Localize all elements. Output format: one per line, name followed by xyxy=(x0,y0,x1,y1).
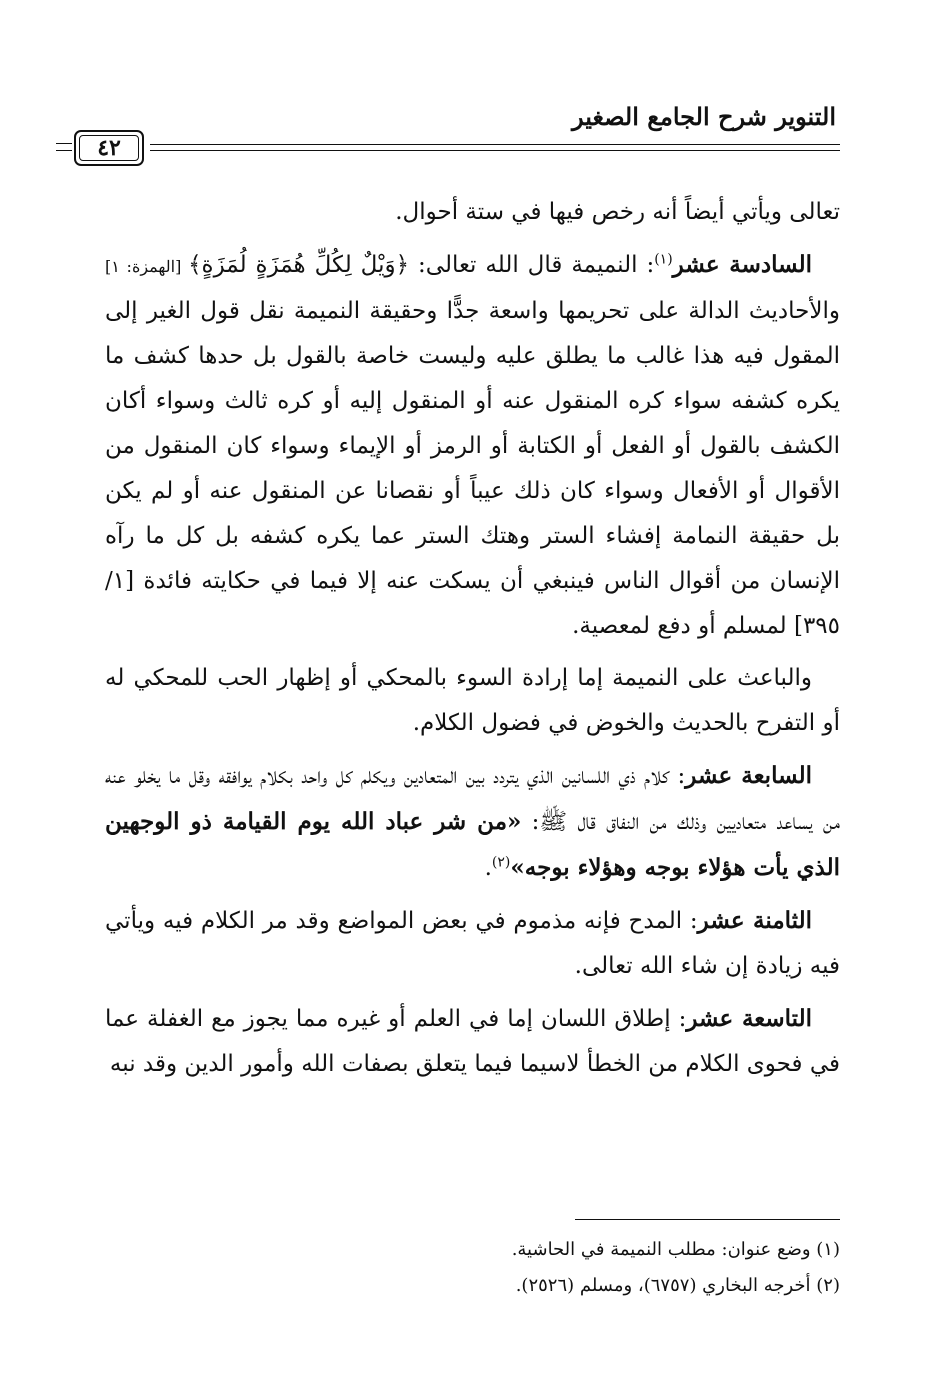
header-double-rule xyxy=(150,144,840,151)
main-text xyxy=(105,190,840,1094)
footnote-ref-2: (٢) xyxy=(491,854,511,871)
page-number-text: ٤٢ xyxy=(97,135,121,161)
quran-verse: ﴿وَيْلٌ لِكُلِّ هُمَزَةٍ لُمَزَةٍ﴾ xyxy=(188,252,410,278)
paragraph-4 xyxy=(105,753,840,891)
paragraph-2-text-a: : النميمة قال الله تعالى: xyxy=(409,252,655,278)
footnotes xyxy=(105,1232,840,1304)
paragraph-6-text: : إطلاق اللسان إما في العلم أو غيره مما يجوز مع الغفلة عما في فحوى الكلام من الخطأ لاسيما فيما يتعلق بصفات الله وأمور الدين وقد نبه xyxy=(105,1006,840,1077)
page-number xyxy=(74,130,144,166)
paragraph-4-text-b: . xyxy=(484,855,492,881)
paragraph-4-text-a: : كلام ذي اللسانين الذي يتردد بين المتعادين ويكلم كل واحد بكلام يوافقه وقل ما يخلو عنه من يساعد متعاديين وذلك من النفاق قال ﷺ: xyxy=(105,763,840,835)
footnote-2: (٢) أخرجه البخاري (٦٧٥٧)، ومسلم (٢٥٢٦). xyxy=(515,1275,840,1296)
paragraph-2-text-b: والأحاديث الدالة على تحريمها واسعة جدًّا وحقيقة النميمة نقل قول الغير إلى المقول فيه هذا غالب ما يطلق عليه وليست خاصة بالقول بل حدها كشف ما يكره كشفه سواء كره المنقول عنه أو المنقول إليه أو كره ثالث وسواء أكان الكشف بالقول أو الفعل أو الكتابة أو الرمز أو الإيماء وسواء كان المنقول من الأقوال أو الأفعال وسواء كان ذلك عيباً أو نقصانا عن المنقول عنه أو لم يكن بل حقيقة النمامة إفشاء الستر وهتك الستر عما يكره كشفه بل كل ما رآه الإنسان من أقوال الناس فينبغي أن يسكت عنه إلا فيما في حكايته فائدة [١/ ٣٩٥] لمسلم أو دفع لمعصية. xyxy=(105,298,840,639)
footnote-ref-1: (١) xyxy=(654,251,673,268)
section-heading-17: السابعة عشر xyxy=(685,762,812,789)
paragraph-6 xyxy=(105,996,840,1087)
paragraph-3: والباعث على النميمة إما إرادة السوء بالمحكي أو إظهار الحب للمحكي له أو التفرح بالحديث والخوض في فضول الكلام. xyxy=(105,665,840,736)
footnote-1: (١) وضع عنوان: مطلب النميمة في الحاشية. xyxy=(511,1239,840,1260)
section-heading-19: التاسعة عشر xyxy=(686,1005,813,1032)
hadith-text: «من شر عباد الله يوم القيامة ذو الوجهين الذي يأت هؤلاء بوجه وهؤلاء بوجه» xyxy=(105,808,840,881)
footnote-separator xyxy=(575,1219,840,1220)
paragraph-2 xyxy=(105,242,840,649)
paragraph-5-text: : المدح فإنه مذموم في بعض المواضع وقد مر الكلام فيه ويأتي فيه زيادة إن شاء الله تعالى. xyxy=(105,908,840,979)
paragraph-1: تعالى ويأتي أيضاً أنه رخص فيها في ستة أحوال. xyxy=(395,199,840,225)
section-heading-18: الثامنة عشر xyxy=(697,907,812,934)
section-heading-16: السادسة عشر xyxy=(672,251,813,278)
running-title: التنوير شرح الجامع الصغير xyxy=(572,102,836,131)
surah-citation: [الهمزة: ١] xyxy=(105,257,189,276)
paragraph-5 xyxy=(105,898,840,989)
header-rule-end-mark xyxy=(56,143,72,151)
